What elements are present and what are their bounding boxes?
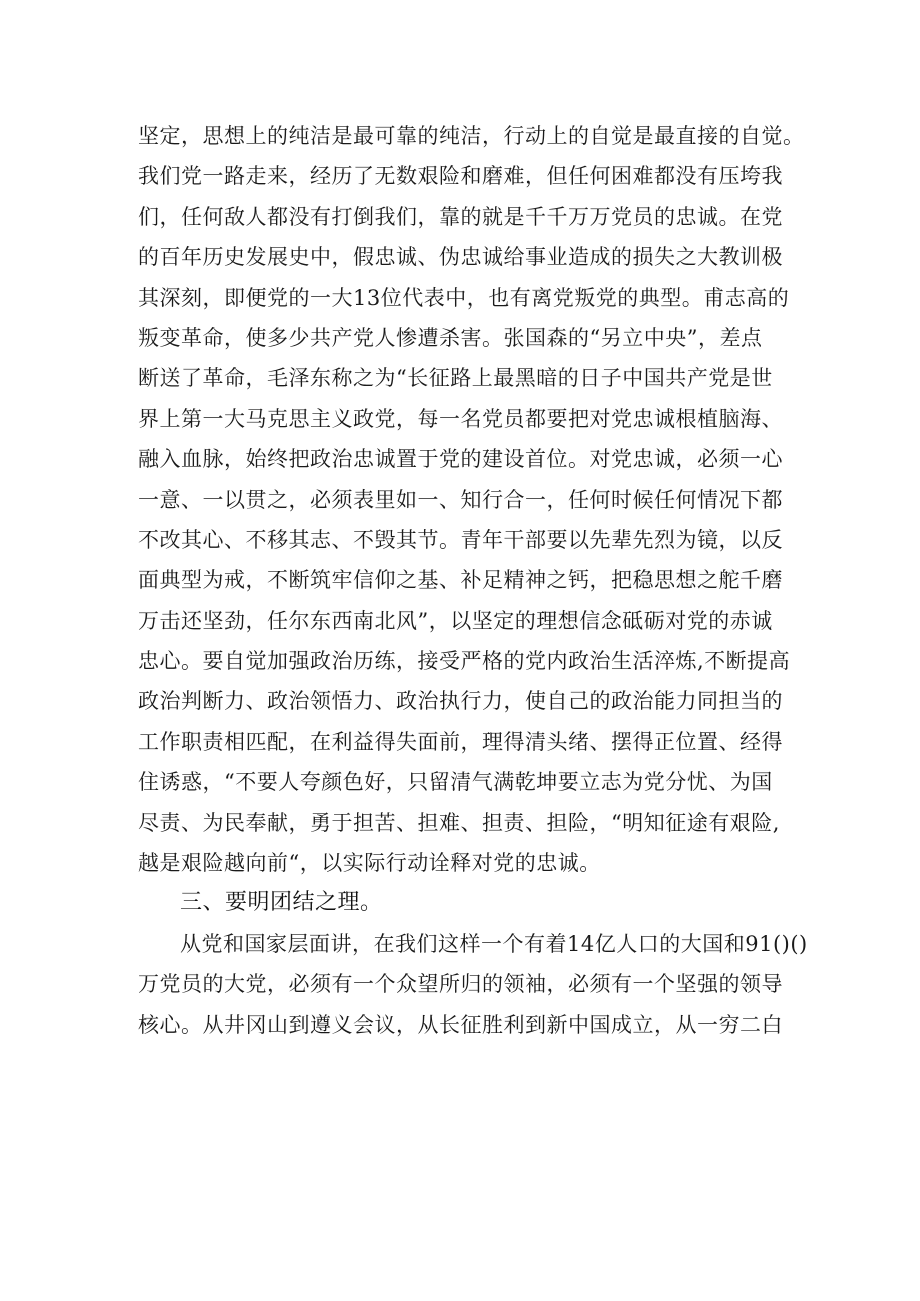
- paragraph-line: 们，任何敌人都没有打倒我们，靠的就是千千万万党员的忠诚。在党: [138, 204, 783, 229]
- paragraph-line: 核心。从井冈山到遵义会议，从长征胜利到新中国成立，从一穷二白: [138, 1012, 783, 1037]
- body-text: [138, 116, 808, 1045]
- paragraph-line: 尽责、为民奉献，勇于担苦、担难、担责、担险，“明知征途有艰险,: [138, 810, 780, 835]
- paragraph-line: 界上第一大马克思主义政党，每一名党员都要把对党忠诚根植脑海、: [138, 406, 783, 431]
- paragraph-line: 从党和国家层面讲，在我们这样一个有着14亿人口的大国和91()(): [180, 931, 808, 956]
- paragraph-line: 忠心。要自觉加强政治历练，接受严格的党内政治生活淬炼,不断提高: [138, 649, 791, 674]
- paragraph-line: 的百年历史发展史中，假忠诚、伪忠诚给事业造成的损失之大教训极: [138, 245, 783, 270]
- paragraph-line: 住诱惑，“不要人夸颜色好，只留清气满乾坤要立志为党分忧、为国: [138, 770, 773, 795]
- section-heading: 三、要明团结之理。: [180, 890, 383, 916]
- paragraph-line: 坚定，思想上的纯洁是最可靠的纯洁，行动上的自觉是最直接的自觉。: [138, 124, 805, 148]
- paragraph-line: 万击还坚劲，任尔东西南北风”，以坚定的理想信念砥砺对党的赤诚: [138, 608, 773, 633]
- paragraph-line: 政治判断力、政治领悟力、政治执行力，使自己的政治能力同担当的: [138, 689, 783, 714]
- paragraph-line: 不改其心、不移其志、不毁其节。青年干部要以先辈先烈为镜，以反: [138, 527, 783, 552]
- paragraph-line: 叛变革命，使多少共产党人惨遭杀害。张国森的“另立中央”，差点: [138, 325, 763, 350]
- paragraph-line: 工作职责相匹配，在利益得失面前，理得清头绪、摆得正位置、经得: [138, 729, 783, 754]
- paragraph-line: 融入血脉，始终把政治忠诚置于党的建设首位。对党忠诚，必须一心: [138, 447, 783, 472]
- paragraph-line: 面典型为戒，不断筑牢信仰之基、补足精神之钙，把稳思想之舵千磨: [138, 568, 783, 593]
- paragraph-line: 断送了革命，毛泽东称之为“长征路上最黑暗的日子中国共产党是世: [138, 366, 773, 391]
- paragraph-line: 万党员的大党，必须有一个众望所归的领袖，必须有一个坚强的领导: [138, 972, 783, 997]
- paragraph-line: 一意、一以贯之，必须表里如一、知行合一，任何时候任何情况下都: [138, 487, 783, 512]
- paragraph-line: 我们党一路走来，经历了无数艰险和磨难，但任何困难都没有压垮我: [138, 164, 783, 189]
- paragraph-line: 越是艰险越向前“，以实际行动诠释对党的忠诚。: [138, 851, 601, 876]
- paragraph-line: 其深刻，即便党的一大13位代表中，也有离党叛党的典型。甫志高的: [138, 285, 790, 310]
